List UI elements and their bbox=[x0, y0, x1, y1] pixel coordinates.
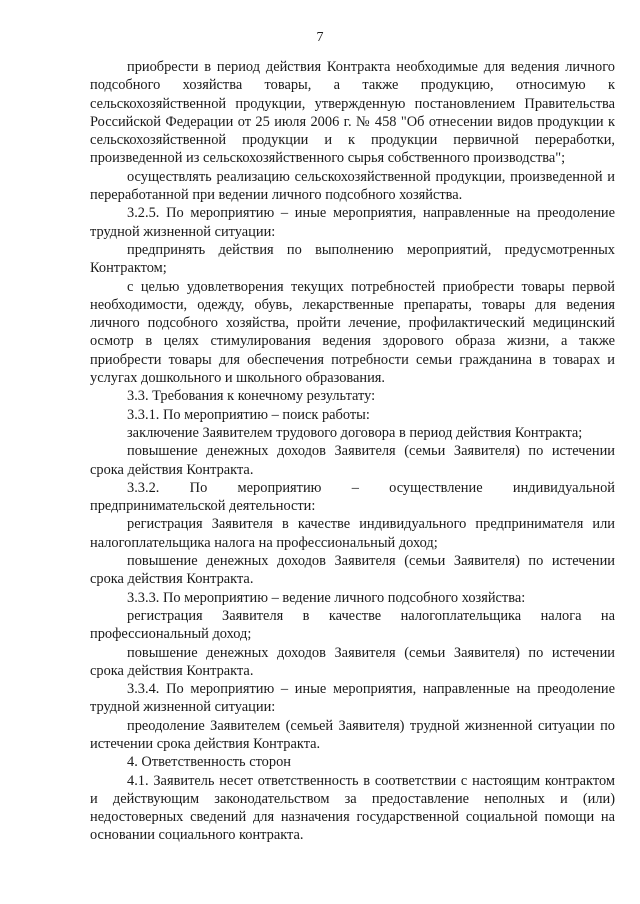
paragraph-registration-entrepreneur: регистрация Заявителя в качестве индивидуального предпринимателя или налогоплательщика налога на профессиональный доход; bbox=[90, 516, 615, 551]
page-number: 7 bbox=[316, 30, 324, 45]
document-body bbox=[90, 58, 615, 845]
paragraph-income-increase-2: повышение денежных доходов Заявителя (семьи Заявителя) по истечении срока действия Контракта. bbox=[90, 553, 615, 588]
paragraph-purchase-goods: приобрести в период действия Контракта необходимые для ведения личного подсобного хозяйства товары, а также продукцию, относимую к сельскохозяйственной продукции, утвержденную постановлением Правительства Российской Федерации от 25 июля 2006 г. № 458 "Об отнесении видов продукции к сельскохозяйственной продукции и к продукции первичной переработки, произведенной из сельскохозяйственного сырья собственного производства"; bbox=[90, 59, 615, 167]
paragraph-registration-taxpayer: регистрация Заявителя в качестве налогоплательщика налога на профессиональный доход; bbox=[90, 607, 615, 643]
paragraph-3-3-4: 3.3.4. По мероприятию – иные мероприятия, направленные на преодоление трудной жизненной ситуации: bbox=[90, 681, 615, 716]
paragraph-current-needs: с целью удовлетворения текущих потребностей приобрести товары первой необходимости, одежду, обувь, лекарственные препараты, товары для ведения личного подсобного хозяйства, пройти лечение, профилактический медицинский осмотр в целях стимулирования ведения здорового образа жизни, а также приобрести товары для обеспечения потребности семьи гражданина в товарах и услугах дошкольного и школьного образования. bbox=[90, 278, 615, 387]
paragraph-3-3-2: 3.3.2. По мероприятию – осуществление индивидуальной предпринимательской деятельности: bbox=[90, 479, 615, 515]
paragraph-overcome-situation: преодоление Заявителем (семьей Заявителя) трудной жизненной ситуации по истечении срока действия Контракта. bbox=[90, 717, 615, 752]
paragraph-3-3-1: 3.3.1. По мероприятию – поиск работы: bbox=[127, 406, 370, 423]
section-heading-responsibility: 4. Ответственность сторон bbox=[127, 754, 291, 771]
paragraph-take-actions: предпринять действия по выполнению мероприятий, предусмотренных Контрактом; bbox=[90, 241, 615, 277]
paragraph-4-1: 4.1. Заявитель несет ответственность в соответствии с настоящим контрактом и действующим законодательством за предоставление неполных и (или) недостоверных сведений для назначения государственной социальной помощи на основании социального контракта. bbox=[90, 772, 615, 844]
paragraph-3-3-3: 3.3.3. По мероприятию – ведение личного подсобного хозяйства: bbox=[127, 589, 526, 606]
paragraph-income-increase-3: повышение денежных доходов Заявителя (семьи Заявителя) по истечении срока действия Контракта. bbox=[90, 644, 615, 679]
paragraph-3-2-5: 3.2.5. По мероприятию – иные мероприятия, направленные на преодоление трудной жизненной ситуации: bbox=[90, 205, 615, 240]
paragraph-sell-produce: осуществлять реализацию сельскохозяйственной продукции, произведенной и переработанной при ведении личного подсобного хозяйства. bbox=[90, 168, 615, 204]
paragraph-employment-contract: заключение Заявителем трудового договора в период действия Контракта; bbox=[127, 424, 583, 441]
paragraph-3-3: 3.3. Требования к конечному результату: bbox=[127, 388, 376, 405]
paragraph-income-increase-1: повышение денежных доходов Заявителя (семьи Заявителя) по истечении срока действия Контракта. bbox=[90, 443, 615, 478]
